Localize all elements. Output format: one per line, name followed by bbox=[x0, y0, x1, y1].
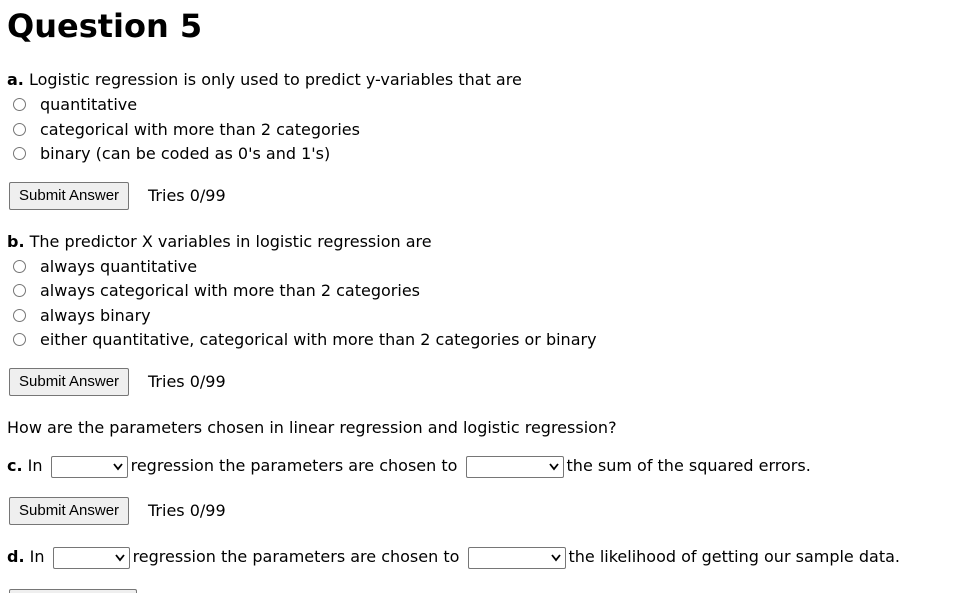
part-c-letter: c. bbox=[7, 456, 23, 475]
part-a-prompt bbox=[7, 68, 522, 92]
part-b-prompt-text: The predictor X variables in logistic regression are bbox=[24, 232, 432, 251]
option-label: either quantitative, categorical with more than 2 categories or binary bbox=[40, 329, 597, 349]
part-b-option-either[interactable] bbox=[10, 327, 597, 351]
part-d-sentence bbox=[7, 545, 900, 569]
part-d-submit-button-partial[interactable] bbox=[9, 589, 137, 593]
part-a-letter: a. bbox=[7, 70, 24, 89]
part-c-sentence bbox=[7, 454, 811, 478]
part-a-option-binary[interactable] bbox=[10, 141, 330, 165]
part-a-option-quantitative[interactable] bbox=[10, 92, 137, 116]
part-c-in-text: In bbox=[22, 456, 43, 475]
part-c-optimize-select[interactable] bbox=[466, 456, 564, 478]
chevron-down-icon bbox=[112, 458, 124, 476]
option-label: categorical with more than 2 categories bbox=[40, 119, 360, 139]
option-label: always binary bbox=[40, 305, 151, 325]
part-d-end-text: the likelihood of getting our sample data. bbox=[568, 547, 900, 566]
chevron-down-icon bbox=[548, 458, 560, 476]
part-d-letter: d. bbox=[7, 547, 25, 566]
radio-button[interactable] bbox=[13, 123, 26, 136]
option-label: always quantitative bbox=[40, 256, 198, 276]
part-b-submit-button[interactable]: Submit Answer bbox=[9, 368, 129, 396]
part-b-letter: b. bbox=[7, 232, 25, 251]
part-d-optimize-select[interactable] bbox=[468, 547, 566, 569]
radio-button[interactable] bbox=[13, 98, 26, 111]
chevron-down-icon bbox=[114, 549, 126, 567]
part-b-option-quantitative[interactable] bbox=[10, 254, 197, 278]
part-c-middle-text: regression the parameters are chosen to bbox=[130, 456, 458, 475]
part-c-tries: Tries 0/99 bbox=[148, 501, 226, 520]
parts-cd-intro: How are the parameters chosen in linear regression and logistic regression? bbox=[7, 418, 617, 437]
radio-button[interactable] bbox=[13, 147, 26, 160]
radio-button[interactable] bbox=[13, 260, 26, 273]
part-a-submit-button[interactable]: Submit Answer bbox=[9, 182, 129, 210]
part-a-option-categorical[interactable] bbox=[10, 117, 360, 141]
radio-button[interactable] bbox=[13, 284, 26, 297]
question-title: Question 5 bbox=[7, 7, 203, 45]
part-b-prompt bbox=[7, 230, 432, 254]
option-label: binary (can be coded as 0's and 1's) bbox=[40, 143, 331, 163]
part-c-submit-button[interactable]: Submit Answer bbox=[9, 497, 129, 525]
radio-button[interactable] bbox=[13, 309, 26, 322]
radio-button[interactable] bbox=[13, 333, 26, 346]
part-c-end-text: the sum of the squared errors. bbox=[566, 456, 811, 475]
part-c-regression-type-select[interactable] bbox=[51, 456, 128, 478]
part-d-middle-text: regression the parameters are chosen to bbox=[132, 547, 460, 566]
part-b-tries: Tries 0/99 bbox=[148, 372, 226, 391]
part-d-in-text: In bbox=[24, 547, 45, 566]
part-b-option-categorical[interactable] bbox=[10, 278, 420, 302]
option-label: always categorical with more than 2 categories bbox=[40, 280, 420, 300]
chevron-down-icon bbox=[550, 549, 562, 567]
part-b-option-binary[interactable] bbox=[10, 303, 151, 327]
part-d-regression-type-select[interactable] bbox=[53, 547, 130, 569]
option-label: quantitative bbox=[40, 94, 138, 114]
part-a-tries: Tries 0/99 bbox=[148, 186, 226, 205]
part-a-prompt-text: Logistic regression is only used to predict y-variables that are bbox=[23, 70, 522, 89]
